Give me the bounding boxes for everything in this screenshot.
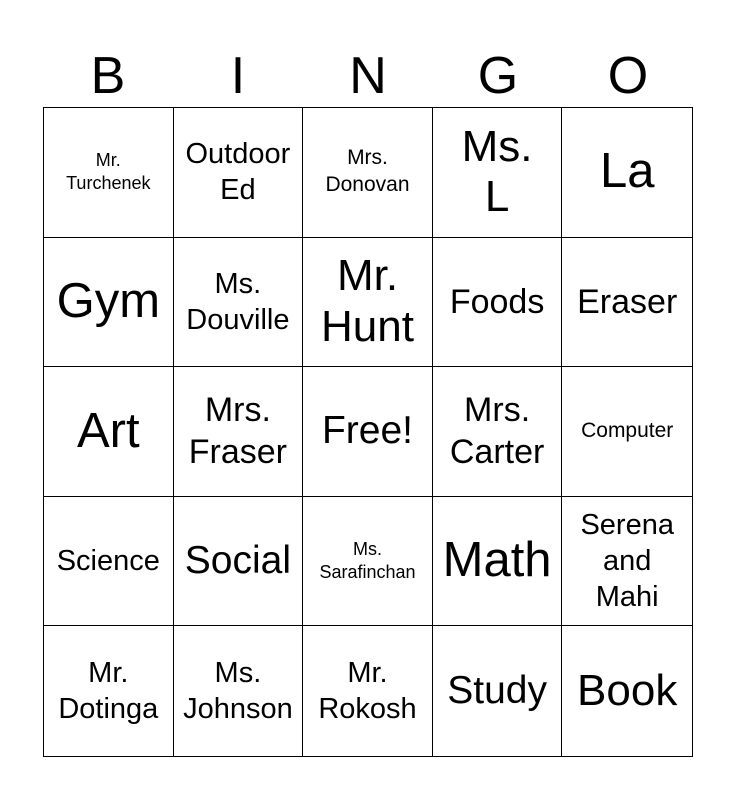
cell-label: Mrs. Carter xyxy=(449,390,545,472)
cell-label: Social xyxy=(184,538,291,582)
bingo-cell-r3-c5[interactable] xyxy=(562,367,692,497)
cell-label: Eraser xyxy=(577,282,678,321)
bingo-cell-r2-c4[interactable] xyxy=(433,238,563,368)
cell-label: Gym xyxy=(56,273,161,328)
bingo-cell-r2-c2[interactable] xyxy=(174,238,304,368)
bingo-cell-r4-c4[interactable] xyxy=(433,497,563,627)
bingo-cell-r3-c1[interactable] xyxy=(44,367,174,497)
cell-label: La xyxy=(599,144,655,199)
header-letter-i: I xyxy=(230,47,246,105)
free-space-label: Free! xyxy=(321,409,413,453)
cell-label: Mr. Rokosh xyxy=(318,656,417,726)
bingo-cell-r2-c5[interactable] xyxy=(562,238,692,368)
header-letter-b: B xyxy=(90,47,126,105)
bingo-cell-r1-c4[interactable] xyxy=(433,108,563,238)
bingo-header xyxy=(43,45,693,107)
cell-label: Ms. L xyxy=(461,121,533,222)
bingo-cell-r4-c1[interactable] xyxy=(44,497,174,627)
bingo-cell-r4-c5[interactable] xyxy=(562,497,692,627)
bingo-cell-r5-c4[interactable] xyxy=(433,626,563,756)
cell-label: Computer xyxy=(581,419,674,443)
bingo-cell-r5-c2[interactable] xyxy=(174,626,304,756)
header-letter-o: O xyxy=(607,47,649,105)
bingo-cell-r5-c5[interactable] xyxy=(562,626,692,756)
bingo-cell-r2-c3[interactable] xyxy=(303,238,433,368)
cell-label: Mrs. Donovan xyxy=(325,146,410,197)
cell-label: Book xyxy=(577,665,678,715)
bingo-cell-r5-c1[interactable] xyxy=(44,626,174,756)
bingo-cell-r1-c1[interactable] xyxy=(44,108,174,238)
cell-label: Mr. Turchenek xyxy=(66,149,151,194)
bingo-cell-r4-c3[interactable] xyxy=(303,497,433,627)
bingo-cell-r3-c3-free[interactable] xyxy=(303,367,433,497)
bingo-cell-r2-c1[interactable] xyxy=(44,238,174,368)
header-letter-g: G xyxy=(477,47,519,105)
bingo-cell-r3-c4[interactable] xyxy=(433,367,563,497)
cell-label: Ms. Johnson xyxy=(183,656,293,726)
cell-label: Science xyxy=(56,544,160,577)
cell-label: Ms. Douville xyxy=(186,267,290,336)
cell-label: Study xyxy=(447,668,547,712)
cell-label: Mr. Hunt xyxy=(321,251,414,351)
bingo-cell-r4-c2[interactable] xyxy=(174,497,304,627)
bingo-cell-r1-c3[interactable] xyxy=(303,108,433,238)
cell-label: Mrs. Fraser xyxy=(188,390,287,472)
bingo-cell-r1-c5[interactable] xyxy=(562,108,692,238)
cell-label: Mr. Dotinga xyxy=(58,656,159,726)
cell-label: Outdoor Ed xyxy=(185,138,291,207)
cell-label: Math xyxy=(442,533,552,588)
bingo-board xyxy=(43,107,693,757)
cell-label: Serena and Mahi xyxy=(580,508,674,614)
header-letter-n: N xyxy=(349,47,387,105)
cell-label: Ms. Sarafinchan xyxy=(319,538,416,583)
cell-label: Art xyxy=(76,403,140,458)
bingo-cell-r1-c2[interactable] xyxy=(174,108,304,238)
cell-label: Foods xyxy=(449,282,545,321)
bingo-cell-r5-c3[interactable] xyxy=(303,626,433,756)
bingo-cell-r3-c2[interactable] xyxy=(174,367,304,497)
